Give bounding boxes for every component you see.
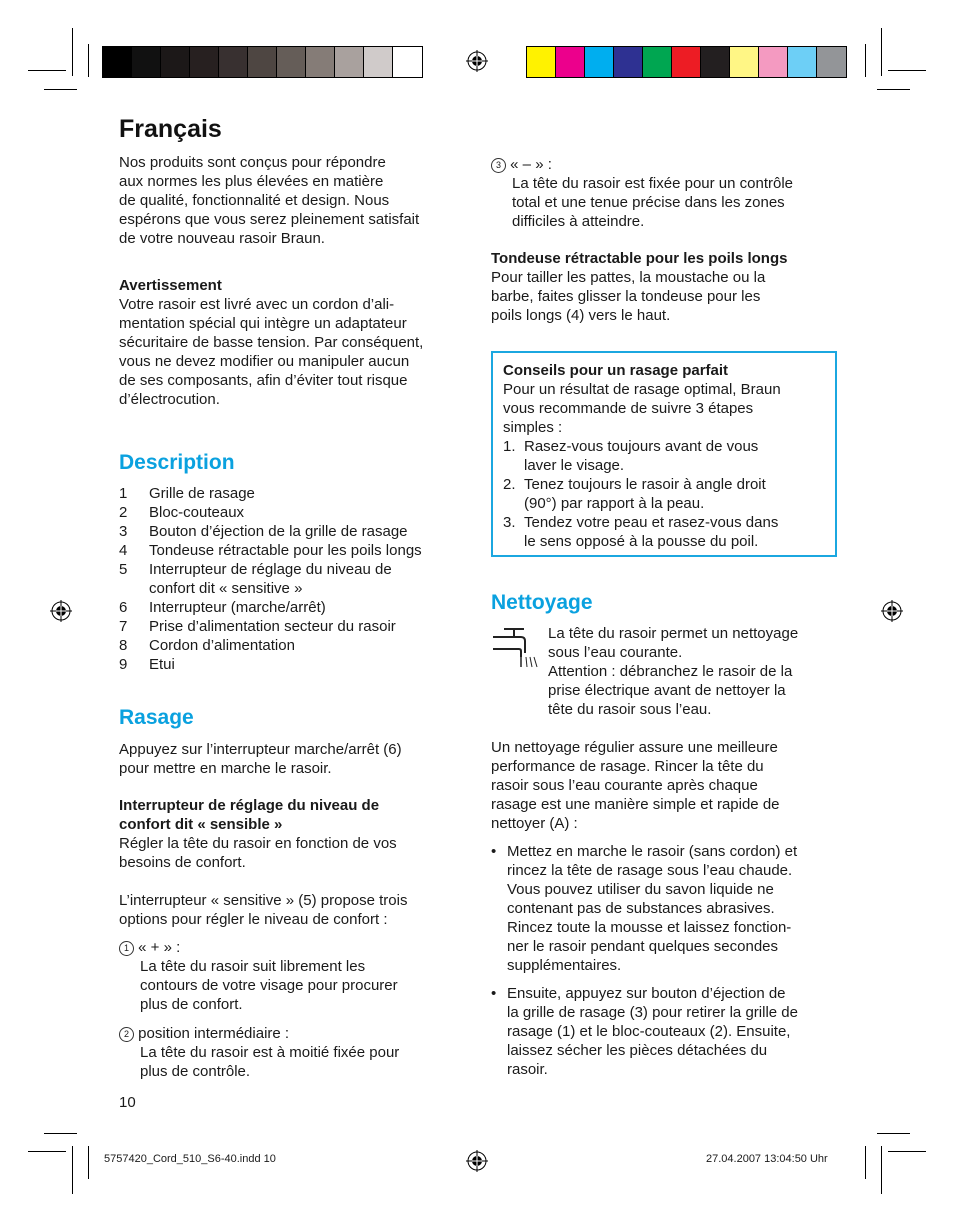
- color-swatch: [393, 47, 422, 77]
- warning-heading: Avertissement: [119, 277, 222, 294]
- item-number: 6: [119, 599, 128, 616]
- page-title: Français: [119, 115, 222, 143]
- item-text: Interrupteur de réglage du niveau de confort dit « sensitive »: [149, 561, 392, 597]
- tips-heading: Conseils pour un rasage parfait: [503, 362, 729, 379]
- grayscale-color-bar: [102, 46, 423, 78]
- crop-mark: [888, 1151, 926, 1152]
- color-swatch: [364, 47, 393, 77]
- tip-step: [503, 475, 825, 513]
- description-list: [119, 484, 469, 674]
- option-intermediate: [119, 1024, 459, 1081]
- list-item: [119, 541, 469, 560]
- registration-mark-icon: [50, 600, 72, 622]
- item-text: Cordon d’alimentation: [149, 637, 295, 654]
- color-swatch: [788, 47, 817, 77]
- tips-steps: [503, 437, 825, 551]
- crop-mark: [881, 28, 882, 76]
- intro-paragraph: Nos produits sont conçus pour répondre aux normes les plus élevées en matière de qualité, fonctionnalité et design. Nous espérons que vous serez pleinement satisfait de votre nouveau rasoir Braun.: [119, 154, 420, 247]
- crop-mark: [28, 70, 66, 71]
- crop-mark: [44, 1133, 77, 1134]
- step-text: Tenez toujours le rasoir à angle droit (90°) par rapport à la peau.: [524, 476, 766, 512]
- color-swatch: [248, 47, 277, 77]
- list-item: [491, 984, 836, 1079]
- crop-mark: [44, 89, 77, 90]
- switch-heading: Interrupteur de réglage du niveau de confort dit « sensible »: [119, 797, 380, 833]
- color-swatch: [701, 47, 730, 77]
- item-number: 9: [119, 656, 128, 673]
- color-swatch: [132, 47, 161, 77]
- crop-mark: [877, 89, 910, 90]
- crop-mark: [865, 1146, 866, 1179]
- item-number: 3: [119, 523, 128, 540]
- color-swatch: [556, 47, 585, 77]
- item-number: 5: [119, 561, 128, 578]
- option-plus: [119, 938, 459, 1014]
- bullet-text: Mettez en marche le rasoir (sans cordon) et rincez la tête de rasage sous l’eau chaude. Vous pouvez utiliser du savon liquide ne contenant pas de substances abrasives. Rincez toute la mousse et laissez fonction- ner le rasoir pendant quelques secondes supplémentaires.: [507, 843, 798, 974]
- cleaning-bullets: [491, 842, 836, 1088]
- color-swatch: [335, 47, 364, 77]
- option-label: « + » :: [138, 939, 181, 956]
- step-number: 2.: [503, 476, 516, 493]
- crop-mark: [877, 1133, 910, 1134]
- item-number: 4: [119, 542, 128, 559]
- color-swatch: [730, 47, 759, 77]
- color-swatch: [672, 47, 701, 77]
- registration-mark-icon: [466, 1150, 488, 1172]
- process-color-bar: [526, 46, 847, 78]
- cleaning-paragraph: Un nettoyage régulier assure une meilleure performance de rasage. Rincer la tête du rasoir sous l’eau courante après chaque rasage est une manière simple et rapide de nettoyer (A) :: [491, 739, 780, 832]
- tip-step: [503, 513, 825, 551]
- option-description: La tête du rasoir est à moitié fixée pour plus de contrôle.: [140, 1044, 400, 1080]
- footer-datetime: 27.04.2007 13:04:50 Uhr: [706, 1153, 828, 1165]
- color-swatch: [190, 47, 219, 77]
- list-item: [119, 617, 469, 636]
- color-swatch: [817, 47, 846, 77]
- bullet-text: Ensuite, appuyez sur bouton d’éjection de la grille de rasage (3) pour retirer la grille de rasage (1) et le bloc-couteaux (2). Ensuite, laissez sécher les pièces détachées du rasoir.: [507, 985, 798, 1078]
- circled-number: 3: [491, 158, 506, 173]
- bullet-icon: •: [491, 985, 497, 1002]
- option-minus: [491, 155, 831, 231]
- crop-mark: [28, 1151, 66, 1152]
- list-item: [119, 503, 469, 522]
- list-item: [119, 636, 469, 655]
- item-number: 8: [119, 637, 128, 654]
- option-label: « – » :: [510, 156, 552, 173]
- warning-paragraph: Votre rasoir est livré avec un cordon d’ali- mentation spécial qui intègre un adaptateur sécuritaire de basse tension. Par conséquent, vous ne devez modifier ou manipuler aucun de ses composants, afin d’éviter tout risque d’électrocution.: [119, 296, 424, 408]
- rasage-paragraph: Appuyez sur l’interrupteur marche/arrêt (6) pour mettre en marche le rasoir.: [119, 741, 402, 777]
- list-item: [491, 842, 836, 975]
- step-number: 1.: [503, 438, 516, 455]
- crop-mark: [881, 1146, 882, 1194]
- item-text: Grille de rasage: [149, 485, 255, 502]
- description-heading: Description: [119, 451, 235, 474]
- step-number: 3.: [503, 514, 516, 531]
- water-tap-icon: [491, 627, 541, 671]
- option-label: position intermédiaire :: [138, 1025, 290, 1042]
- list-item: [119, 560, 469, 598]
- step-text: Tendez votre peau et rasez-vous dans le sens opposé à la pousse du poil.: [524, 514, 779, 550]
- crop-mark: [88, 44, 89, 77]
- list-item: [119, 655, 469, 674]
- page-number: 10: [119, 1094, 136, 1111]
- item-text: Tondeuse rétractable pour les poils longs: [149, 542, 422, 559]
- list-item: [119, 522, 469, 541]
- color-swatch: [161, 47, 190, 77]
- cleaning-intro: La tête du rasoir permet un nettoyage sous l’eau courante. Attention : débranchez le rasoir de la prise électrique avant de nettoyer la tête du rasoir sous l’eau.: [548, 625, 799, 718]
- item-text: Bouton d’éjection de la grille de rasage: [149, 523, 408, 540]
- item-text: Interrupteur (marche/arrêt): [149, 599, 326, 616]
- registration-mark-icon: [466, 50, 488, 72]
- option-description: La tête du rasoir suit librement les contours de votre visage pour procurer plus de confort.: [140, 958, 398, 1013]
- list-item: [119, 598, 469, 617]
- circled-number: 2: [119, 1027, 134, 1042]
- tip-step: [503, 437, 825, 475]
- item-text: Prise d’alimentation secteur du rasoir: [149, 618, 396, 635]
- color-swatch: [585, 47, 614, 77]
- item-text: Etui: [149, 656, 175, 673]
- switch-paragraph: Régler la tête du rasoir en fonction de vos besoins de confort.: [119, 835, 397, 871]
- crop-mark: [72, 28, 73, 76]
- cleaning-heading: Nettoyage: [491, 591, 593, 614]
- rasage-heading: Rasage: [119, 706, 194, 729]
- footer-file-name: 5757420_Cord_510_S6-40.indd 10: [104, 1153, 276, 1165]
- bullet-icon: •: [491, 843, 497, 860]
- crop-mark: [88, 1146, 89, 1179]
- trimmer-heading: Tondeuse rétractable pour les poils longs: [491, 250, 788, 267]
- item-text: Bloc-couteaux: [149, 504, 245, 521]
- color-swatch: [306, 47, 335, 77]
- step-text: Rasez-vous toujours avant de vous laver le visage.: [524, 438, 759, 474]
- tips-box: [491, 351, 837, 557]
- switch-options-intro: L’interrupteur « sensitive » (5) propose trois options pour régler le niveau de confort :: [119, 892, 408, 928]
- crop-mark: [888, 70, 926, 71]
- crop-mark: [865, 44, 866, 77]
- registration-mark-icon: [881, 600, 903, 622]
- crop-mark: [72, 1146, 73, 1194]
- color-swatch: [277, 47, 306, 77]
- color-swatch: [643, 47, 672, 77]
- list-item: [119, 484, 469, 503]
- option-description: La tête du rasoir est fixée pour un contrôle total et une tenue précise dans les zones difficiles à atteindre.: [512, 175, 794, 230]
- item-number: 7: [119, 618, 128, 635]
- tips-intro: Pour un résultat de rasage optimal, Braun vous recommande de suivre 3 étapes simples :: [503, 381, 781, 436]
- color-swatch: [614, 47, 643, 77]
- color-swatch: [759, 47, 788, 77]
- color-swatch: [527, 47, 556, 77]
- color-swatch: [219, 47, 248, 77]
- circled-number: 1: [119, 941, 134, 956]
- item-number: 2: [119, 504, 128, 521]
- color-swatch: [103, 47, 132, 77]
- item-number: 1: [119, 485, 128, 502]
- trimmer-paragraph: Pour tailler les pattes, la moustache ou la barbe, faites glisser la tondeuse pour les poils longs (4) vers le haut.: [491, 269, 766, 324]
